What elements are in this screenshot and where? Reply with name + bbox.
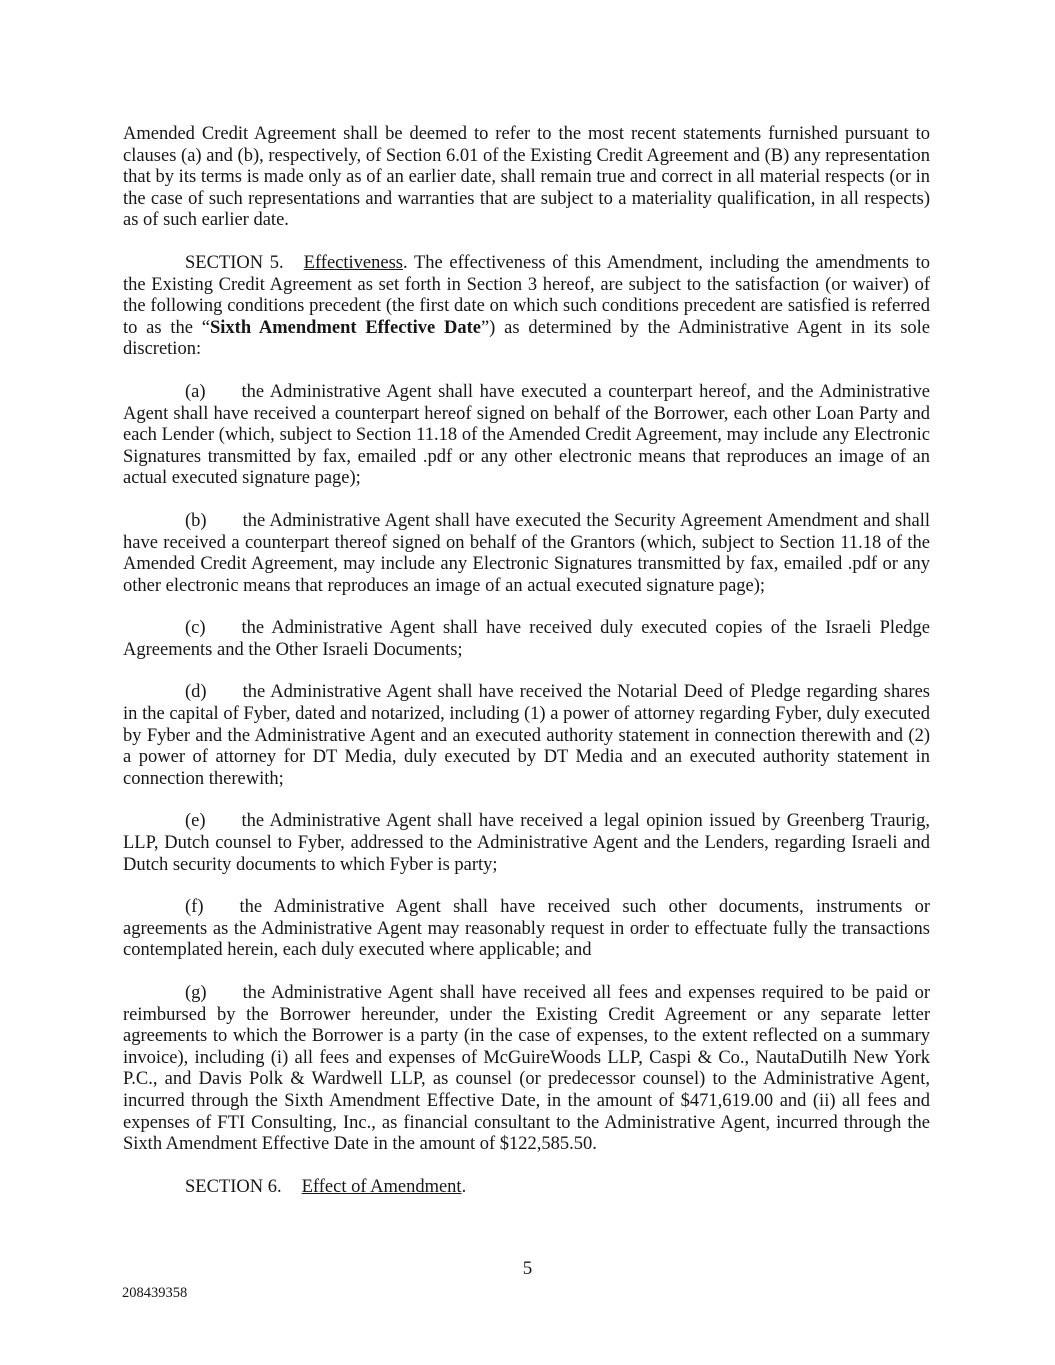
section-5-label: SECTION 5.	[185, 252, 284, 273]
section-5-paragraph	[123, 253, 930, 361]
section-5-heading: Effectiveness	[303, 252, 403, 273]
clause-g-paragraph	[123, 983, 930, 1156]
defined-term-sixth-amendment-effective-date: Sixth Amendment Effective Date	[210, 317, 481, 338]
paragraph-continuation: Amended Credit Agreement shall be deemed to refer to the most recent statements furnished pursuant to clauses (a) and (b), respectively, of Section 6.01 of the Existing Credit Agreement and (B) any representation that by its terms is made only as of an earlier date, shall remain true and correct in all material respects (or in the case of such representations and warranties that are subject to a materiality qualification, in all respects) as of such earlier date.	[123, 124, 930, 231]
clause-c-label: (c)	[185, 618, 206, 639]
section-6-paragraph	[123, 1177, 930, 1199]
clause-f-label: (f)	[185, 897, 204, 918]
clause-e-label: (e)	[185, 811, 206, 832]
clause-d-text: the Administrative Agent shall have received the Notarial Deed of Pledge regarding shares in the capital of Fyber, dated and notarized, including (1) a power of attorney regarding Fyber, duly executed by Fyber and the Administrative Agent and an executed authority statement in connection therewith and (2) a power of attorney for DT Media, duly executed by DT Media and an executed authority statement in connection therewith;	[123, 682, 930, 789]
clause-g-label: (g)	[185, 983, 207, 1003]
document-id-footer: 208439358	[122, 1285, 188, 1301]
clause-e-text: the Administrative Agent shall have received a legal opinion issued by Greenberg Traurig, LLP, Dutch counsel to Fyber, addressed to the Administrative Agent and the Lenders, regarding Israeli and Dutch security documents to which Fyber is party;	[123, 811, 930, 875]
section-6-label: SECTION 6.	[185, 1176, 282, 1197]
clause-e-paragraph	[123, 811, 930, 876]
clause-b-paragraph	[123, 511, 930, 597]
section-5-body-before-term: . The effectiveness of this Amendment, including the amendments to the Existing Credit Agreement as set forth in Section 3 hereof, are subject to the satisfaction (or waiver) of the following conditions precedent (the first date on which such conditions precedent are satisfied is referred to as the “	[123, 252, 930, 338]
section-6-period: .	[461, 1176, 467, 1197]
clause-d-label: (d)	[185, 682, 207, 703]
clause-c-text: the Administrative Agent shall have received duly executed copies of the Israeli Pledge Agreements and the Other Israeli Documents;	[123, 618, 930, 660]
clause-f-text: the Administrative Agent shall have received such other documents, instruments or agreements as the Administrative Agent may reasonably request in order to effectuate fully the transactions contemplated herein, each duly executed where applicable; and	[123, 897, 930, 961]
page-number: 5	[522, 1258, 533, 1279]
section-6-heading: Effect of Amendment	[301, 1176, 462, 1197]
clause-a-paragraph	[123, 382, 930, 490]
clause-a-label: (a)	[185, 381, 206, 402]
clause-a-text: the Administrative Agent shall have executed a counterpart hereof, and the Administrative Agent shall have received a counterpart hereof signed on behalf of the Borrower, each other Loan Party and each Lender (which, subject to Section 11.18 of the Amended Credit Agreement, may include any Electronic Signatures transmitted by fax, emailed .pdf or any other electronic means that reproduces an image of an actual executed signature page);	[123, 381, 930, 489]
clause-d-paragraph	[123, 682, 930, 790]
clause-c-paragraph	[123, 618, 930, 661]
section-5-body-after-term: ”) as determined by the Administrative Agent in its sole discretion:	[123, 317, 930, 360]
clause-f-paragraph	[123, 897, 930, 962]
clause-b-label: (b)	[185, 510, 207, 531]
clause-g-text: the Administrative Agent shall have received all fees and expenses required to be paid or reimbursed by the Borrower hereunder, under the Existing Credit Agreement or any separate letter agreements to which the Borrower is a party (in the case of expenses, to the extent reflected on a summary invoice), including (i) all fees and expenses of McGuireWoods LLP, Caspi & Co., NautaDutilh New York P.C., and Davis Polk & Wardwell LLP, as counsel (or predecessor counsel) to the Administrative Agent, incurred through the Sixth Amendment Effective Date, in the amount of $471,619.00 and (ii) all fees and expenses of FTI Consulting, Inc., as financial consultant to the Administrative Agent, incurred through the Sixth Amendment Effective Date in the amount of $122,585.50.	[123, 983, 930, 1155]
clause-b-text: the Administrative Agent shall have executed the Security Agreement Amendment and shall have received a counterpart thereof signed on behalf of the Grantors (which, subject to Section 11.18 of the Amended Credit Agreement, may include any Electronic Signatures transmitted by fax, emailed .pdf or any other electronic means that reproduces an image of an actual executed signature page);	[123, 510, 930, 596]
